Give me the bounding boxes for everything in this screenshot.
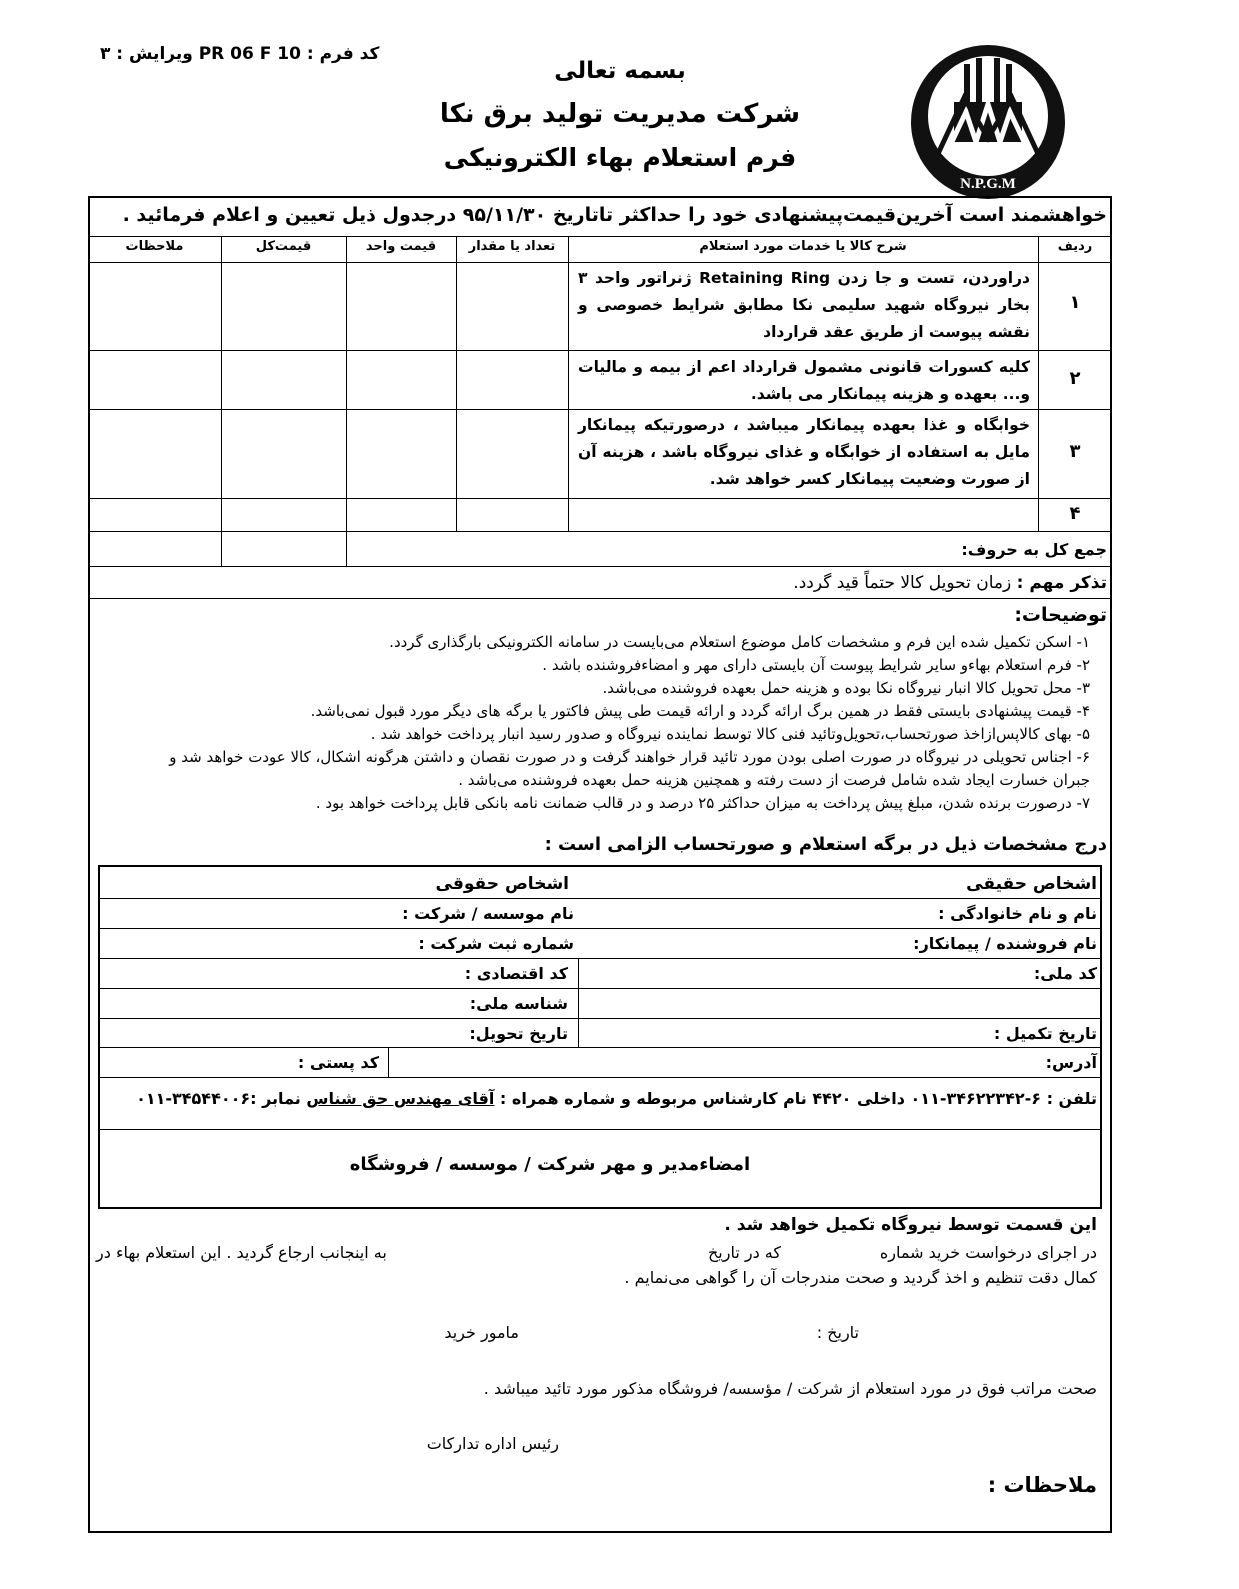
approval-text: صحت مراتب فوق در مورد استعلام از شرکت / مؤسسه/ فروشگاه مذکور مورد تائید میباشد .: [483, 1379, 1097, 1398]
delivery-date-field: تاریخ تحویل:: [469, 1024, 568, 1043]
real-persons-title: اشخاص حقیقی: [966, 874, 1097, 894]
note-item: ۶- اجناس تحویلی در نیروگاه در صورت اصلی بودن مورد تائید قرار خواهند گرفت و در صورت نقصان و داشتن هرگونه اشکال، کالا عودت خواهد شد و جبران خسارت ایجاد شده شامل فرصت از دست رفته و همچنین هزینه حمل بعهده فروشنده می‌باشد .: [169, 748, 1090, 789]
header-title-2: شرکت مدیریت تولید برق نکا: [439, 99, 801, 129]
completion-date-field: تاریخ تکمیل :: [993, 1024, 1097, 1043]
national-code-field: کد ملی:: [1033, 964, 1097, 983]
notes-title: توضیحات:: [1014, 604, 1107, 626]
row1-description: دراوردن، تست و جا زدن Retaining Ring ژنراتور واحد ۳ بخار نیروگاه شهید سلیمی نکا مطابق شرایط خصوصی و نقشه پیوست از طریق عقد قرارداد: [578, 269, 1031, 341]
form-code: کد فرم : PR 06 F 10 ویرایش : ۳: [100, 44, 380, 64]
request-date-text: که در تاریخ: [707, 1243, 781, 1262]
intro-text: خواهشمند است آخرین‌قیمت‌پیشنهادی خود را حداکثر تاتاریخ ۹۵/۱۱/۳۰ درجدول ذیل تعیین و اعلام فرمائید .: [122, 204, 1107, 226]
important-line: [88, 598, 1112, 599]
col-quantity: تعداد یا مقدار: [468, 239, 556, 254]
referral-text: به اینجانب ارجاع گردید . این استعلام بهاء در: [96, 1243, 387, 1262]
plant-date-label: تاریخ :: [816, 1323, 859, 1342]
col-description: شرح کالا یا خدمات مورد استعلام: [699, 239, 907, 254]
row3-description: خوابگاه و غذا بعهده پیمانکار میباشد ، درصورتیکه پیمانکار مایل به استفاده از خوابگاه و غذای نیروگاه باشد ، هزینه آن از صورت وضعیت پیمانکار کسر خواهد شد.: [578, 416, 1030, 488]
col-unit-price: قیمت واحد: [365, 239, 437, 254]
note-item: ۵- بهای کالاپس‌ازاخذ صورتحساب،تحویل‌وتائید فنی کالا توسط نماینده نیروگاه و صدور رسید انبار پرداخت خواهد شد .: [370, 725, 1090, 743]
purchase-officer-label: مامور خرید: [444, 1323, 519, 1342]
registration-number-field: شماره ثبت شرکت :: [418, 934, 574, 953]
seller-name-field: نام فروشنده / پیمانکار:: [913, 934, 1097, 953]
legal-persons-title: اشخاص حقوقی: [435, 874, 569, 894]
note-item: ۲- فرم استعلام بهاءو سایر شرایط پیوست آن بایستی دارای مهر و امضاءفروشنده باشد .: [542, 656, 1090, 674]
table-header-line: [88, 262, 1112, 263]
row1-number: ۱: [1069, 292, 1081, 313]
header-title-3: فرم استعلام بهاء الکترونیکی: [443, 143, 797, 172]
row2-number: ۲: [1069, 368, 1081, 389]
row2-line: [88, 409, 1112, 410]
national-id-field: شناسه ملی:: [469, 994, 568, 1013]
economic-code-field: کد اقتصادی :: [464, 964, 568, 983]
col-row: ردیف: [1057, 239, 1093, 254]
table-top-line: [88, 236, 1112, 237]
row1-line: [88, 350, 1112, 351]
company-name-field: نام موسسه / شرکت :: [402, 904, 574, 923]
row4-line: [88, 531, 1112, 532]
plant-section-title: این قسمت توسط نیروگاه تکمیل خواهد شد .: [724, 1215, 1097, 1235]
remarks-label: ملاحظات :: [987, 1473, 1097, 1497]
company-logo: [908, 42, 1068, 202]
signature-label: امضاءمدیر و مهر شرکت / موسسه / فروشگاه: [349, 1154, 751, 1175]
postal-code-field: کد پستی :: [297, 1053, 379, 1072]
important-note: [207, 573, 1107, 593]
expert-name: آقای مهندس حق شناس: [306, 1089, 495, 1108]
row3-line: [88, 498, 1112, 499]
certification-text: کمال دقت تنظیم و اخذ گردید و صحت مندرجات آن را گواهی می‌نمایم .: [624, 1268, 1097, 1287]
important-label: تذکر مهم :: [1016, 573, 1107, 593]
row3-number: ۳: [1069, 441, 1081, 462]
notes-list: [130, 631, 1090, 815]
invoice-heading: درج مشخصات ذیل در برگه استعلام و صورتحساب الزامی است :: [544, 834, 1107, 855]
note-item: ۷- درصورت برنده شدن، مبلغ پیش پرداخت به میزان حداکثر ۲۵ درصد و در قالب ضمانت نامه بانکی قابل پرداخت خواهد بود .: [315, 794, 1090, 812]
full-name-field: نام و نام خانوادگی :: [938, 904, 1097, 923]
row4-number: ۴: [1069, 503, 1081, 524]
col-total-price: قیمت‌کل: [255, 239, 312, 254]
phone-text: تلفن : ۶-۳۴۶۲۲۳۴۲-۰۱۱ داخلی ۴۴۲۰ نام کارشناس مربوطه و شماره همراه :: [499, 1089, 1097, 1108]
header-title-1: بسمه تعالی: [554, 58, 686, 84]
note-item: ۴- قیمت پیشنهادی بایستی فقط در همین برگ ارائه گردد و ارائه قیمت طی پیش فاکتور یا برگه های دیگر مورد قبول نمی‌باشد.: [310, 702, 1090, 720]
phone-line: [97, 1089, 1097, 1108]
procurement-head-label: رئیس اداره تدارکات: [426, 1434, 559, 1453]
logo-text: N.P.G.M: [960, 176, 1016, 192]
note-item: ۱- اسکن تکمیل شده این فرم و مشخصات کامل موضوع استعلام می‌بایست در سامانه الکترونیکی بارگذاری گردد.: [389, 633, 1090, 651]
total-line: [88, 566, 1112, 567]
important-text: زمان تحویل کالا حتماً قید گردد.: [793, 573, 1012, 593]
note-item: ۳- محل تحویل کالا انبار نیروگاه نکا بوده و هزینه حمل بعهده فروشنده می‌باشد.: [602, 679, 1090, 697]
purchase-request-text: در اجرای درخواست خرید شماره: [879, 1243, 1097, 1262]
row2-description: کلیه کسورات قانونی مشمول قرارداد اعم از بیمه و مالیات و... بعهده و هزینه پیمانکار می باشد.: [578, 358, 1030, 403]
header-titles: [400, 50, 840, 179]
address-field: آدرس:: [1045, 1053, 1097, 1072]
total-in-words: جمع کل به حروف:: [961, 540, 1107, 559]
fax-text: نمابر :۳۴۵۴۴۰۰۶-۰۱۱: [136, 1089, 301, 1108]
col-remarks: ملاحظات: [125, 239, 184, 254]
